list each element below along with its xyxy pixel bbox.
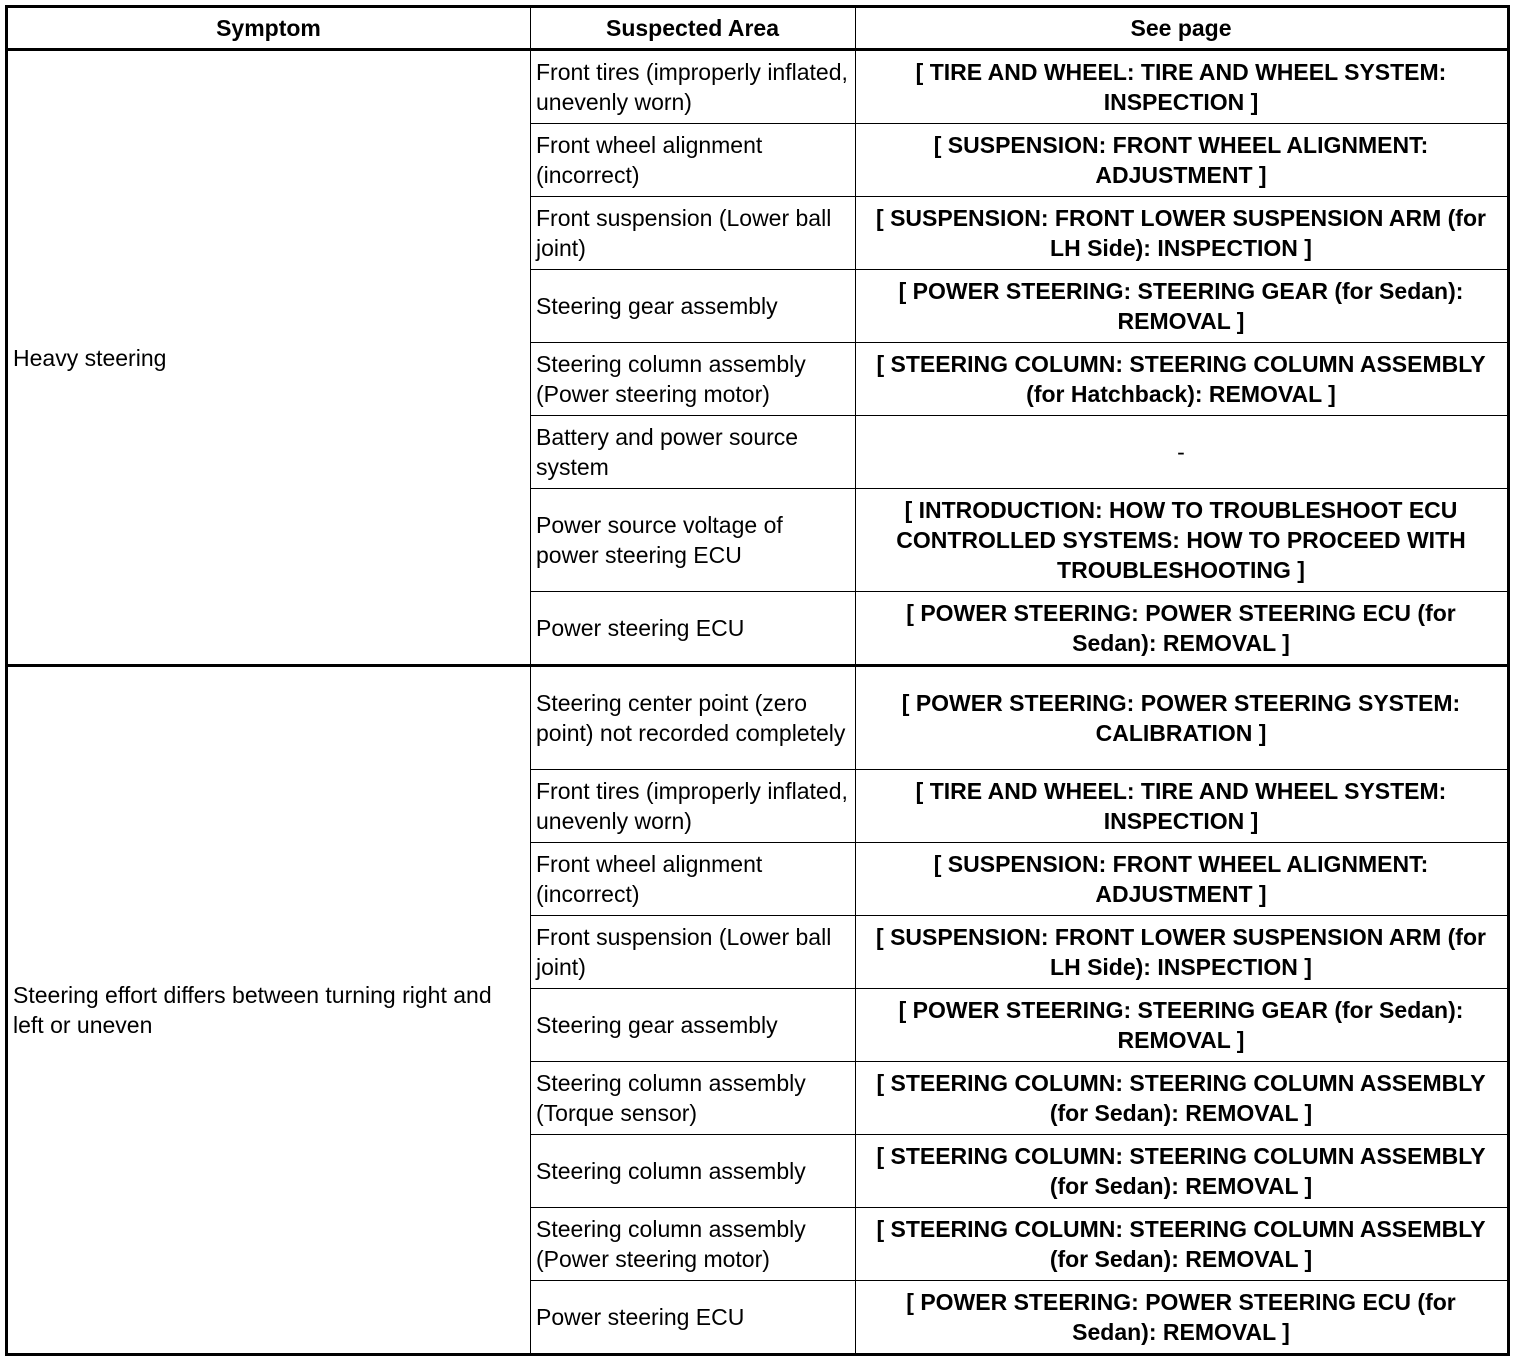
see-page-link[interactable]: [ SUSPENSION: FRONT WHEEL ALIGNMENT: ADJUSTMENT ] — [856, 124, 1509, 197]
suspected-area-cell: Steering column assembly (Torque sensor) — [531, 1062, 856, 1135]
see-page-link[interactable]: [ STEERING COLUMN: STEERING COLUMN ASSEMBLY (for Sedan): REMOVAL ] — [856, 1062, 1509, 1135]
suspected-area-cell: Front tires (improperly inflated, unevenly worn) — [531, 50, 856, 124]
see-page-link[interactable]: [ SUSPENSION: FRONT LOWER SUSPENSION ARM (for LH Side): INSPECTION ] — [856, 916, 1509, 989]
suspected-area-cell: Steering gear assembly — [531, 989, 856, 1062]
suspected-area-cell: Battery and power source system — [531, 416, 856, 489]
see-page-link[interactable]: [ SUSPENSION: FRONT WHEEL ALIGNMENT: ADJUSTMENT ] — [856, 843, 1509, 916]
see-page-link[interactable]: [ POWER STEERING: POWER STEERING SYSTEM: CALIBRATION ] — [856, 666, 1509, 770]
suspected-area-cell: Front wheel alignment (incorrect) — [531, 843, 856, 916]
suspected-area-cell: Steering column assembly (Power steering motor) — [531, 343, 856, 416]
header-row — [7, 7, 1509, 50]
see-page-link[interactable]: [ SUSPENSION: FRONT LOWER SUSPENSION ARM (for LH Side): INSPECTION ] — [856, 197, 1509, 270]
suspected-area-cell: Power steering ECU — [531, 592, 856, 666]
suspected-area-cell: Front tires (improperly inflated, unevenly worn) — [531, 770, 856, 843]
see-page-link[interactable]: [ POWER STEERING: POWER STEERING ECU (for Sedan): REMOVAL ] — [856, 1281, 1509, 1355]
see-page-link[interactable]: [ POWER STEERING: POWER STEERING ECU (for Sedan): REMOVAL ] — [856, 592, 1509, 666]
header-symptom: Symptom — [7, 7, 531, 50]
header-see-page: See page — [856, 7, 1509, 50]
see-page-link[interactable]: [ TIRE AND WHEEL: TIRE AND WHEEL SYSTEM: INSPECTION ] — [856, 50, 1509, 124]
see-page-link[interactable]: [ POWER STEERING: STEERING GEAR (for Sedan): REMOVAL ] — [856, 270, 1509, 343]
suspected-area-cell: Power source voltage of power steering ECU — [531, 489, 856, 592]
header-suspected-area: Suspected Area — [531, 7, 856, 50]
symptom-cell: Steering effort differs between turning right and left or uneven — [7, 666, 531, 1355]
symptom-cell: Heavy steering — [7, 50, 531, 666]
see-page-link[interactable]: [ STEERING COLUMN: STEERING COLUMN ASSEMBLY (for Sedan): REMOVAL ] — [856, 1208, 1509, 1281]
see-page-link[interactable]: [ STEERING COLUMN: STEERING COLUMN ASSEMBLY (for Sedan): REMOVAL ] — [856, 1135, 1509, 1208]
suspected-area-cell: Steering gear assembly — [531, 270, 856, 343]
see-page-link[interactable]: [ STEERING COLUMN: STEERING COLUMN ASSEMBLY (for Hatchback): REMOVAL ] — [856, 343, 1509, 416]
see-page-dash: - — [856, 416, 1509, 489]
suspected-area-cell: Steering center point (zero point) not recorded completely — [531, 666, 856, 770]
suspected-area-cell: Front wheel alignment (incorrect) — [531, 124, 856, 197]
see-page-link[interactable]: [ TIRE AND WHEEL: TIRE AND WHEEL SYSTEM: INSPECTION ] — [856, 770, 1509, 843]
table-row — [7, 666, 1509, 770]
see-page-link[interactable]: [ INTRODUCTION: HOW TO TROUBLESHOOT ECU CONTROLLED SYSTEMS: HOW TO PROCEED WITH TROUBLESHOOTING ] — [856, 489, 1509, 592]
table-row — [7, 50, 1509, 124]
suspected-area-cell: Steering column assembly (Power steering motor) — [531, 1208, 856, 1281]
suspected-area-cell: Power steering ECU — [531, 1281, 856, 1355]
troubleshooting-table — [5, 5, 1510, 1356]
suspected-area-cell: Front suspension (Lower ball joint) — [531, 916, 856, 989]
suspected-area-cell: Steering column assembly — [531, 1135, 856, 1208]
see-page-link[interactable]: [ POWER STEERING: STEERING GEAR (for Sedan): REMOVAL ] — [856, 989, 1509, 1062]
suspected-area-cell: Front suspension (Lower ball joint) — [531, 197, 856, 270]
